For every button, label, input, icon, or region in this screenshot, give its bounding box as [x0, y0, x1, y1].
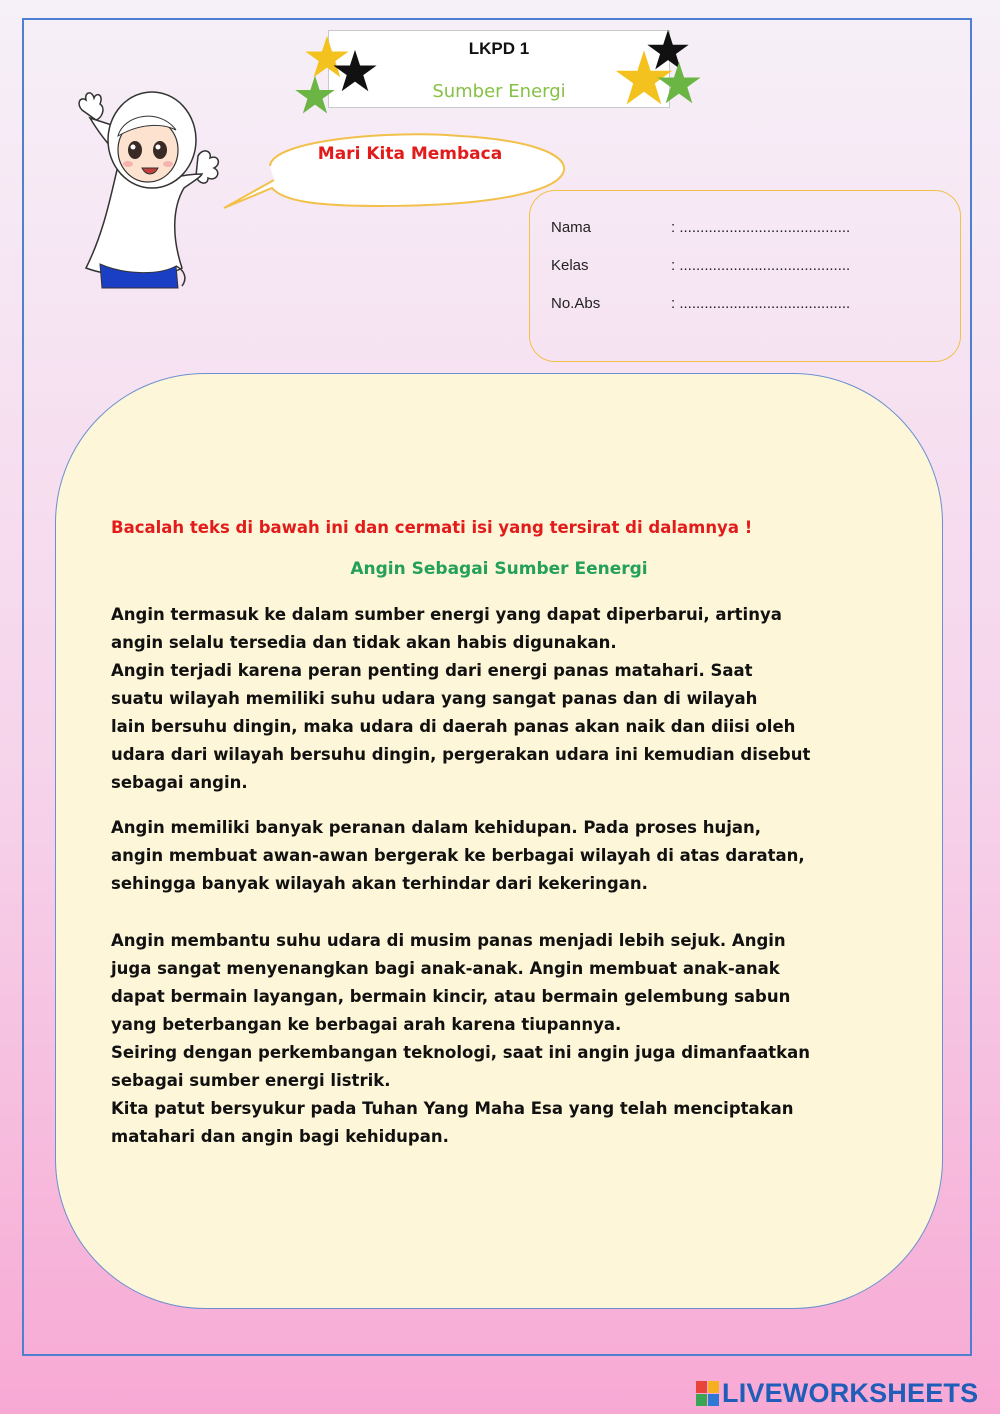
text-line: matahari dan angin bagi kehidupan. — [111, 1127, 449, 1146]
text-line: sebagai angin. — [111, 773, 248, 792]
liveworksheets-logo[interactable] — [696, 1378, 996, 1410]
identity-value: : ......................................... — [671, 219, 851, 236]
worksheet-subtitle: Sumber Energi — [432, 81, 566, 102]
text-line: Angin membantu suhu udara di musim panas menjadi lebih sejuk. Angin — [111, 931, 786, 950]
text-line: Angin memiliki banyak peranan dalam kehidupan. Pada proses hujan, — [111, 818, 762, 837]
reading-title: Angin Sebagai Sumber Eenergi — [350, 559, 648, 579]
reading-instruction: Bacalah teks di bawah ini dan cermati isi yang tersirat di dalamnya ! — [111, 518, 753, 537]
identity-value: : ......................................... — [671, 295, 851, 312]
text-line: suatu wilayah memiliki suhu udara yang sangat panas dan di wilayah — [111, 689, 758, 708]
worksheet-code: LKPD 1 — [468, 39, 530, 58]
speech-bubble — [220, 122, 570, 212]
girl-illustration — [72, 78, 237, 293]
liveworksheets-brand: LIVEWORKSHEETS — [722, 1378, 979, 1408]
identity-row-nama[interactable] — [551, 219, 850, 236]
text-line: juga sangat menyenangkan bagi anak-anak. Angin membuat anak-anak — [111, 959, 780, 978]
paragraph-1 — [111, 601, 841, 797]
identity-row-noabs[interactable] — [551, 295, 850, 312]
identity-label: No.Abs — [551, 295, 601, 312]
text-line: Kita patut bersyukur pada Tuhan Yang Maha Esa yang telah menciptakan — [111, 1099, 794, 1118]
text-line: lain bersuhu dingin, maka udara di daerah panas akan naik dan diisi oleh — [111, 717, 796, 736]
paragraph-3 — [111, 927, 841, 1151]
text-line: yang beterbangan ke berbagai arah karena tiupannya. — [111, 1015, 622, 1034]
text-line: sebagai sumber energi listrik. — [111, 1071, 391, 1090]
paragraph-2 — [111, 814, 841, 898]
text-line: angin selalu tersedia dan tidak akan habis digunakan. — [111, 633, 617, 652]
identity-row-kelas[interactable] — [551, 257, 850, 274]
text-line: sehingga banyak wilayah akan terhindar dari kekeringan. — [111, 874, 648, 893]
text-line: angin membuat awan-awan bergerak ke berbagai wilayah di atas daratan, — [111, 846, 805, 865]
black-star-icon — [332, 48, 378, 94]
text-line: Seiring dengan perkembangan teknologi, saat ini angin juga dimanfaatkan — [111, 1043, 810, 1062]
green-star-icon — [294, 74, 336, 116]
text-line: Angin termasuk ke dalam sumber energi yang dapat diperbarui, artinya — [111, 605, 782, 624]
text-line: dapat bermain layangan, bermain kincir, atau bermain gelembung sabun — [111, 987, 791, 1006]
identity-box — [529, 190, 961, 362]
green-star-icon — [656, 60, 702, 106]
identity-label: Kelas — [551, 257, 589, 274]
speech-text: Mari Kita Membaca — [317, 144, 503, 164]
liveworksheets-logo-icon — [696, 1381, 720, 1407]
text-line: Angin terjadi karena peran penting dari energi panas matahari. Saat — [111, 661, 753, 680]
identity-label: Nama — [551, 219, 592, 236]
identity-value: : ......................................... — [671, 257, 851, 274]
text-line: udara dari wilayah bersuhu dingin, pergerakan udara ini kemudian disebut — [111, 745, 811, 764]
